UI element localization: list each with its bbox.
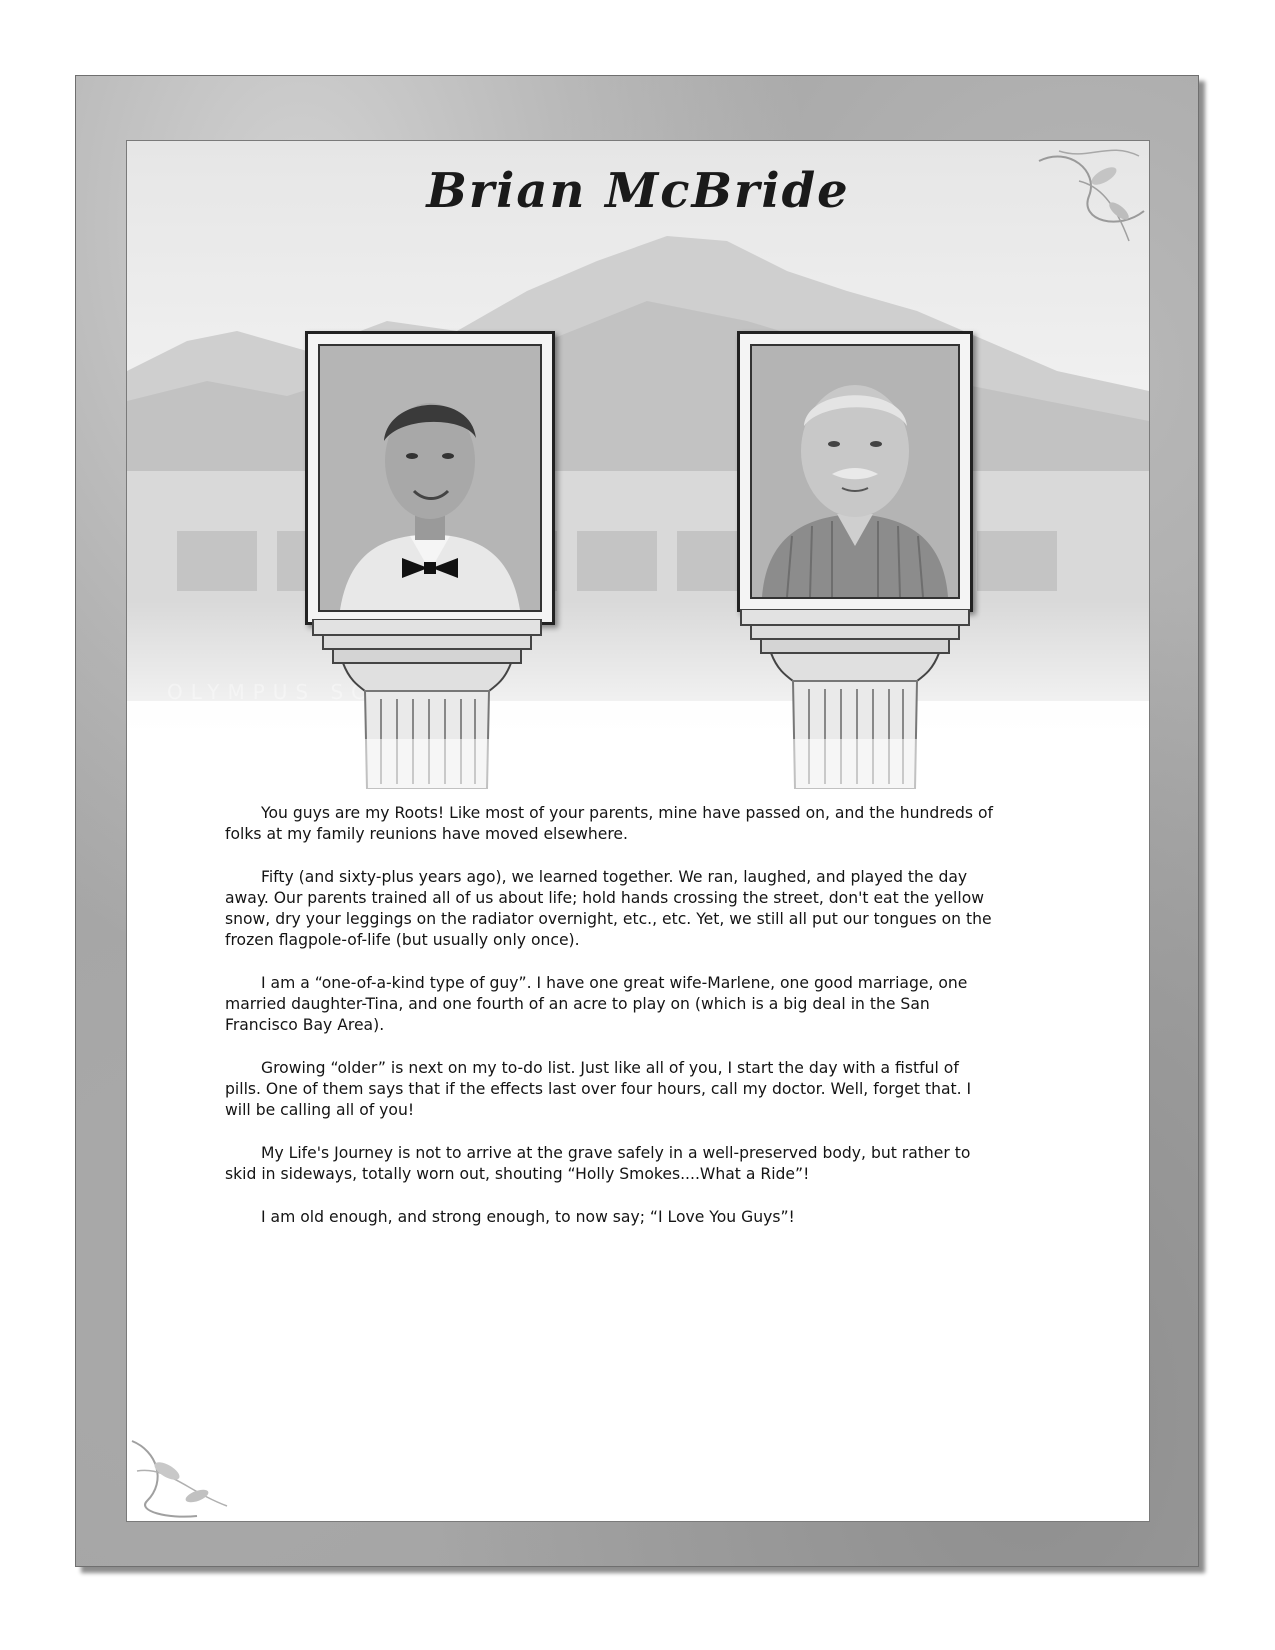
paragraph-4: Growing “older” is next on my to-do list. Just like all of you, I start the day with a fistful of pills. One of them says that if the effects last over four hours, call my doctor. Well, forget that. I will be calling all of you! [225, 1059, 972, 1119]
mountain-school-backdrop [127, 141, 1149, 761]
page-title: Brian McBride [426, 163, 850, 219]
pillar-left [309, 619, 545, 789]
portrait-frame-young [305, 331, 555, 625]
portrait-frame-current [737, 331, 973, 612]
corner-swirl-bottom-left [127, 1411, 247, 1521]
biography-text [225, 803, 995, 1250]
page-border-frame [75, 75, 1199, 1567]
paragraph-2: Fifty (and sixty-plus years ago), we learned together. We ran, laughed, and played the day away. Our parents trained all of us about life; hold hands crossing the street, don't eat the yellow snow, dry your leggings on the radiator overnight, etc., etc. Yet, we still all put our tongues on the frozen flagpole-of-life (but usually only once). [225, 868, 992, 949]
paragraph-1: You guys are my Roots! Like most of your parents, mine have passed on, and the hundreds of folks at my family reunions have moved elsewhere. [225, 804, 993, 843]
paragraph-6: I am old enough, and strong enough, to now say; “I Love You Guys”! [261, 1208, 795, 1226]
paragraph-5: My Life's Journey is not to arrive at the grave safely in a well-preserved body, but rather to skid in sideways, totally worn out, shouting “Holly Smokes....What a Ride”! [225, 1144, 971, 1183]
portrait-current-photo [750, 344, 960, 599]
paragraph-3: I am a “one-of-a-kind type of guy”. I have one great wife-Marlene, one good marriage, one married daughter-Tina, and one fourth of an acre to play on (which is a big deal in the San Francisco Bay Area). [225, 974, 968, 1034]
page-content-area [126, 140, 1150, 1522]
portrait-young-photo [318, 344, 542, 612]
pillar-right [737, 609, 973, 789]
